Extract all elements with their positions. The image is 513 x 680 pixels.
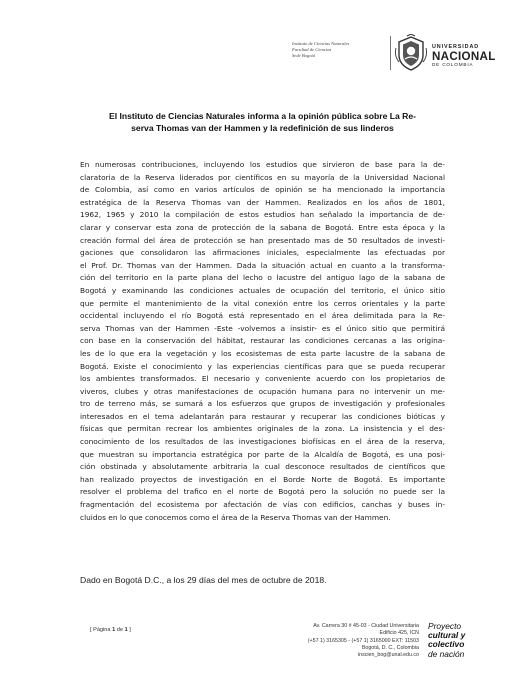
contact-block bbox=[244, 623, 419, 659]
contact-city: Bogotá, D. C., Colombia bbox=[361, 644, 419, 651]
body-line: 1962, 1965 y 2010 la compilación de estos estudios han señalado la importancia de de- bbox=[80, 210, 445, 220]
campus-name: Sede Bogotá bbox=[292, 53, 316, 59]
date-line: Dado en Bogotá D.C., a los 29 días del mes de octubre de 2018. bbox=[80, 575, 327, 585]
title-line: El Instituto de Ciencias Naturales informa a la opinión pública sobre La Re- bbox=[108, 111, 417, 121]
body-line: que permite el mantenimiento de la vital conexión entre los cerros orientales y la parte bbox=[80, 298, 445, 308]
title-line: serva Thomas van der Hammen y la redefinición de sus linderos bbox=[131, 123, 394, 133]
body-line: de Colombia, así como en varios artículos de opinión se ha mencionado la importancia bbox=[80, 185, 445, 195]
body-line: fragmentación del ecosistema por afectación de vías con edificios, canchas y buses in- bbox=[80, 500, 445, 510]
header-divider bbox=[390, 36, 391, 70]
body-line: el Prof. Dr. Thomas van der Hammen. Dada la situación actual en cuanto a la transforma- bbox=[80, 260, 445, 270]
body-line: que muestran su importancia estratégica por parte de la Alcaldía de Bogotá, es una posi- bbox=[80, 449, 445, 459]
page-suffix: ] bbox=[127, 627, 131, 633]
body-line: En numerosas contribuciones, incluyendo los estudios que sirvieron de base para la de- bbox=[80, 160, 445, 169]
page-total: 1 bbox=[124, 627, 128, 633]
body-line: estratégica de la Reserva Thomas van der Hammen. Realizados en los años de 1801, bbox=[80, 197, 445, 207]
body-line: ción del territorio en la parte plana del lecho o lacustre del antiguo lago de la sabana de bbox=[80, 273, 445, 283]
slogan-line: de nación bbox=[428, 648, 465, 659]
body-text bbox=[80, 159, 445, 524]
body-line: ción obstinada y absolutamente arbitraria la cual desconoce resultados de científicos que bbox=[80, 462, 445, 472]
body-line: interesados en el tema adelantarán para restaurar y recuperar las condiciones bióticas y bbox=[80, 411, 445, 421]
page-mid: de bbox=[115, 627, 125, 633]
body-line: Bogotá. Existe el conocimiento y las experiencias científicas para que se pueda recuperar bbox=[80, 361, 445, 371]
body-line: occidental incluyendo el río Bogotá está representado en el área delimitada para la Re- bbox=[80, 311, 445, 321]
faculty-name: Facultad de Ciencias bbox=[292, 47, 332, 53]
university-word: UNIVERSIDAD bbox=[432, 44, 480, 50]
page-prefix: [ Página bbox=[90, 627, 113, 633]
body-line: físicas que permitan recrear los ambientes originales de la zona. La insistencia y el des- bbox=[80, 424, 445, 434]
body-line: han realizado proyectos de investigación en el Borde Norte de Bogotá. Es importante bbox=[80, 474, 445, 484]
body-line: cluidos en lo que conocemos como el área de la Reserva Thomas van der Hammen. bbox=[80, 512, 391, 522]
slogan-line: Proyecto bbox=[428, 621, 462, 631]
university-logo-text bbox=[432, 44, 502, 69]
nacional-word: NACIONAL bbox=[432, 50, 496, 63]
body-line: los ambientes transformados. El necesario y conveniente acuerdo con los propietarios de bbox=[80, 374, 445, 384]
body-line: tro de terreno más, se sumará a los esfuerzos que grupos de investigación y profesionales bbox=[80, 399, 445, 409]
page-current: 1 bbox=[112, 627, 116, 633]
body-line: Bogotá y examinando las condiciones actuales de ocupación del territorio, el único sitio bbox=[80, 285, 445, 295]
page-indicator bbox=[90, 627, 131, 633]
contact-building: Edificio 425, ICN bbox=[379, 630, 419, 637]
de-colombia-word: DE COLOMBIA bbox=[432, 62, 474, 67]
document-title bbox=[70, 110, 455, 134]
body-line: gaciones que consolidaron las afirmaciones iniciales, especialmente las efectuadas por bbox=[80, 248, 445, 258]
institute-header bbox=[292, 41, 384, 60]
body-line: les de lo que era la vegetación y los ecosistemas de esta parte lacustre de la sabana de bbox=[80, 348, 445, 358]
body-line: conocimiento de los resultados de las investigaciones biofísicas en el área de la reserva, bbox=[80, 437, 445, 447]
body-line: viveros, clubes y otras manifestaciones de ocupación humana para no intervenir un me- bbox=[80, 386, 445, 396]
body-line: resolver el problema del trafico en el norte de Bogotá pero la solución no puede ser la bbox=[80, 487, 445, 497]
body-line: clarar y conservar esta zona de protección de la sabana de Bogotá. Entre esta época y la bbox=[80, 222, 445, 232]
slogan-line: cultural y bbox=[428, 630, 466, 641]
institute-name: Instituto de Ciencias Naturales bbox=[292, 41, 350, 46]
slogan bbox=[428, 622, 498, 659]
slogan-line: colectivo bbox=[428, 639, 465, 650]
university-seal-icon bbox=[394, 34, 428, 72]
body-line: con base en la conservación del hábitat, restaurar las condiciones cercanas a las origina- bbox=[80, 336, 445, 346]
body-line: serva Thomas van der Hammen -Este -volvemos a insistir- es el único sitio que permitirá bbox=[80, 323, 445, 333]
body-line: claratoria de la Reserva liderados por científicos en su mayoría de la Universidad Nacional bbox=[80, 172, 445, 182]
contact-phone: (+57 1) 3165305 - (+57 1) 3165000 EXT: 11503 bbox=[307, 637, 419, 644]
body-line: creación formal del área de protección se han presentado mas de 50 resultados de investi- bbox=[80, 235, 445, 245]
contact-email: inscien_bog@unal.edu.co bbox=[357, 652, 419, 659]
contact-address: Av. Carrera 30 # 45-03 - Ciudad Universitaria bbox=[313, 623, 419, 629]
